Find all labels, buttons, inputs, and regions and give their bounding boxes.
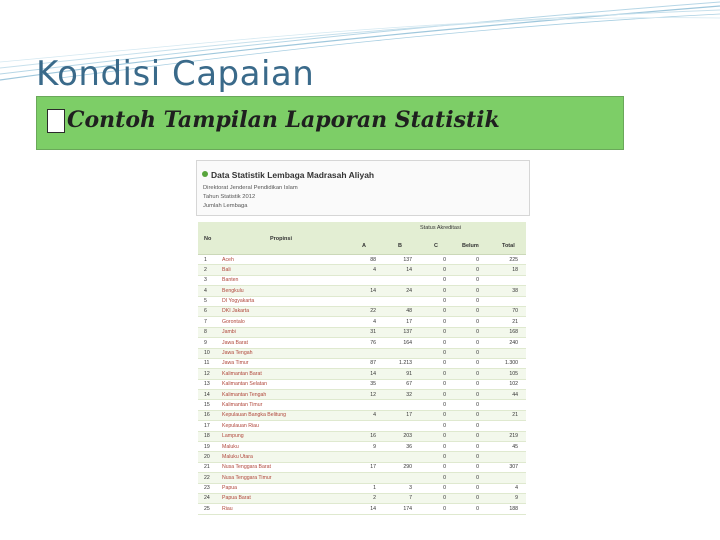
table-cell-a: 31 bbox=[370, 329, 376, 336]
table-cell-no: 8 bbox=[204, 329, 207, 336]
table-cell-belum: 0 bbox=[476, 329, 479, 336]
table-cell-province[interactable]: Lampung bbox=[222, 433, 244, 440]
table-row bbox=[198, 421, 526, 431]
table-cell-no: 1 bbox=[204, 256, 207, 263]
table-cell-belum: 0 bbox=[476, 381, 479, 388]
table-cell-c: 0 bbox=[443, 266, 446, 273]
table-cell-b: 137 bbox=[403, 329, 412, 336]
table-cell-no: 5 bbox=[204, 298, 207, 305]
table-row bbox=[198, 473, 526, 483]
table-cell-total: 45 bbox=[512, 443, 518, 450]
table-cell-belum: 0 bbox=[476, 318, 479, 325]
table-cell-belum: 0 bbox=[476, 453, 479, 460]
table-cell-c: 0 bbox=[443, 308, 446, 315]
table-cell-b: 137 bbox=[403, 256, 412, 263]
info-icon bbox=[202, 171, 208, 177]
table-cell-a: 1 bbox=[373, 485, 376, 492]
table-cell-c: 0 bbox=[443, 474, 446, 481]
table-cell-a: 4 bbox=[373, 318, 376, 325]
table-cell-b: 24 bbox=[406, 287, 412, 294]
report-heading: Data Statistik Lembaga Madrasah Aliyah bbox=[211, 170, 375, 180]
table-row bbox=[198, 504, 526, 514]
table-cell-total: 219 bbox=[509, 433, 518, 440]
table-cell-province[interactable]: Kalimantan Barat bbox=[222, 370, 262, 377]
table-cell-a: 17 bbox=[370, 464, 376, 471]
table-cell-province[interactable]: Bengkulu bbox=[222, 287, 244, 294]
column-header-province: Propinsi bbox=[270, 236, 293, 242]
table-cell-total: 102 bbox=[509, 381, 518, 388]
table-cell-b: 36 bbox=[406, 443, 412, 450]
table-cell-no: 6 bbox=[204, 308, 207, 315]
table-cell-a: 35 bbox=[370, 381, 376, 388]
table-cell-belum: 0 bbox=[476, 464, 479, 471]
table-cell-province[interactable]: Papua Barat bbox=[222, 495, 251, 502]
table-cell-no: 14 bbox=[204, 391, 210, 398]
table-cell-c: 0 bbox=[443, 401, 446, 408]
table-cell-no: 15 bbox=[204, 401, 210, 408]
table-cell-a: 14 bbox=[370, 287, 376, 294]
table-cell-a: 22 bbox=[370, 308, 376, 315]
report-header bbox=[196, 160, 530, 216]
table-cell-province[interactable]: Aceh bbox=[222, 256, 234, 263]
table-row bbox=[198, 463, 526, 473]
column-header-total: Total bbox=[502, 243, 515, 249]
table-cell-no: 2 bbox=[204, 266, 207, 273]
table-cell-b: 1.213 bbox=[399, 360, 412, 367]
table-row bbox=[198, 297, 526, 307]
table-cell-total: 188 bbox=[509, 505, 518, 512]
table-cell-b: 17 bbox=[406, 318, 412, 325]
table-cell-belum: 0 bbox=[476, 360, 479, 367]
statistics-table bbox=[198, 222, 526, 515]
table-cell-province[interactable]: Kepulauan Riau bbox=[222, 422, 259, 429]
column-header-no: No bbox=[204, 236, 212, 242]
table-row bbox=[198, 442, 526, 452]
table-cell-belum: 0 bbox=[476, 370, 479, 377]
table-cell-province[interactable]: Jawa Timur bbox=[222, 360, 249, 367]
table-cell-no: 20 bbox=[204, 453, 210, 460]
table-cell-b: 14 bbox=[406, 266, 412, 273]
table-cell-b: 67 bbox=[406, 381, 412, 388]
table-cell-no: 9 bbox=[204, 339, 207, 346]
table-cell-b: 32 bbox=[406, 391, 412, 398]
table-cell-a: 87 bbox=[370, 360, 376, 367]
table-cell-no: 17 bbox=[204, 422, 210, 429]
table-cell-a: 14 bbox=[370, 505, 376, 512]
table-cell-a: 4 bbox=[373, 412, 376, 419]
column-header-c: C bbox=[434, 243, 438, 249]
table-cell-province[interactable]: DKI Jakarta bbox=[222, 308, 250, 315]
table-cell-no: 4 bbox=[204, 287, 207, 294]
table-cell-total: 168 bbox=[509, 329, 518, 336]
table-cell-province[interactable]: Maluku bbox=[222, 443, 239, 450]
table-cell-a: 12 bbox=[370, 391, 376, 398]
table-cell-b: 17 bbox=[406, 412, 412, 419]
table-cell-a: 2 bbox=[373, 495, 376, 502]
table-header bbox=[198, 222, 526, 255]
table-cell-province[interactable]: Riau bbox=[222, 505, 233, 512]
table-cell-a: 76 bbox=[370, 339, 376, 346]
column-header-belum: Belum bbox=[462, 243, 479, 249]
table-body bbox=[198, 255, 526, 515]
table-cell-total: 18 bbox=[512, 266, 518, 273]
table-cell-total: 1.300 bbox=[505, 360, 518, 367]
table-cell-a: 9 bbox=[373, 443, 376, 450]
table-cell-belum: 0 bbox=[476, 422, 479, 429]
group-header: Status Akreditasi bbox=[420, 225, 461, 231]
table-cell-no: 11 bbox=[204, 360, 210, 367]
table-cell-c: 0 bbox=[443, 505, 446, 512]
table-row bbox=[198, 307, 526, 317]
table-cell-c: 0 bbox=[443, 350, 446, 357]
table-cell-no: 21 bbox=[204, 464, 210, 471]
table-cell-belum: 0 bbox=[476, 266, 479, 273]
report-screenshot bbox=[196, 160, 530, 518]
table-cell-belum: 0 bbox=[476, 401, 479, 408]
table-cell-total: 38 bbox=[512, 287, 518, 294]
table-row bbox=[198, 255, 526, 265]
table-cell-no: 24 bbox=[204, 495, 210, 502]
table-cell-b: 3 bbox=[409, 485, 412, 492]
table-cell-c: 0 bbox=[443, 381, 446, 388]
table-row bbox=[198, 494, 526, 504]
table-cell-belum: 0 bbox=[476, 339, 479, 346]
table-cell-c: 0 bbox=[443, 360, 446, 367]
table-cell-no: 19 bbox=[204, 443, 210, 450]
table-row bbox=[198, 484, 526, 494]
report-meta-line: Direktorat Jenderal Pendidikan Islam bbox=[203, 185, 298, 191]
table-cell-province[interactable]: Kalimantan Tengah bbox=[222, 391, 267, 398]
table-cell-c: 0 bbox=[443, 422, 446, 429]
table-row bbox=[198, 286, 526, 296]
table-cell-no: 3 bbox=[204, 277, 207, 284]
table-cell-c: 0 bbox=[443, 453, 446, 460]
table-row bbox=[198, 276, 526, 286]
table-cell-no: 16 bbox=[204, 412, 210, 419]
table-cell-province[interactable]: DI Yogyakarta bbox=[222, 298, 255, 305]
table-cell-c: 0 bbox=[443, 495, 446, 502]
table-cell-belum: 0 bbox=[476, 287, 479, 294]
table-cell-belum: 0 bbox=[476, 308, 479, 315]
table-row bbox=[198, 432, 526, 442]
bullet-icon bbox=[47, 109, 65, 133]
table-cell-c: 0 bbox=[443, 256, 446, 263]
table-cell-total: 105 bbox=[509, 370, 518, 377]
table-cell-b: 48 bbox=[406, 308, 412, 315]
table-cell-total: 240 bbox=[509, 339, 518, 346]
table-cell-province[interactable]: Banten bbox=[222, 277, 239, 284]
table-cell-c: 0 bbox=[443, 485, 446, 492]
table-cell-province[interactable]: Maluku Utara bbox=[222, 453, 253, 460]
table-cell-province[interactable]: Gorontalo bbox=[222, 318, 245, 325]
table-cell-c: 0 bbox=[443, 339, 446, 346]
table-cell-belum: 0 bbox=[476, 433, 479, 440]
table-cell-b: 290 bbox=[403, 464, 412, 471]
table-cell-province[interactable]: Jawa Barat bbox=[222, 339, 248, 346]
table-cell-no: 25 bbox=[204, 505, 210, 512]
slide-title: Kondisi Capaian bbox=[36, 54, 315, 94]
table-row bbox=[198, 265, 526, 275]
table-cell-c: 0 bbox=[443, 329, 446, 336]
table-cell-a: 16 bbox=[370, 433, 376, 440]
table-cell-c: 0 bbox=[443, 370, 446, 377]
column-header-b: B bbox=[398, 243, 402, 249]
table-cell-c: 0 bbox=[443, 391, 446, 398]
table-row bbox=[198, 411, 526, 421]
column-header-a: A bbox=[362, 243, 366, 249]
table-cell-belum: 0 bbox=[476, 412, 479, 419]
table-cell-c: 0 bbox=[443, 318, 446, 325]
table-cell-no: 10 bbox=[204, 350, 210, 357]
table-cell-province[interactable]: Papua bbox=[222, 485, 238, 492]
table-cell-c: 0 bbox=[443, 298, 446, 305]
table-cell-belum: 0 bbox=[476, 485, 479, 492]
table-cell-a: 4 bbox=[373, 266, 376, 273]
table-cell-c: 0 bbox=[443, 287, 446, 294]
table-cell-c: 0 bbox=[443, 412, 446, 419]
table-row bbox=[198, 400, 526, 410]
table-cell-no: 7 bbox=[204, 318, 207, 325]
table-cell-province[interactable]: Nusa Tenggara Timur bbox=[222, 474, 272, 481]
table-row bbox=[198, 349, 526, 359]
table-row bbox=[198, 359, 526, 369]
table-cell-province[interactable]: Nusa Tenggara Barat bbox=[222, 464, 271, 471]
banner bbox=[36, 96, 624, 150]
table-cell-province[interactable]: Jawa Tengah bbox=[222, 350, 253, 357]
table-cell-belum: 0 bbox=[476, 474, 479, 481]
table-row bbox=[198, 380, 526, 390]
table-cell-b: 7 bbox=[409, 495, 412, 502]
table-cell-total: 21 bbox=[512, 318, 518, 325]
table-cell-a: 88 bbox=[370, 256, 376, 263]
table-cell-c: 0 bbox=[443, 277, 446, 284]
table-cell-province[interactable]: Kalimantan Selatan bbox=[222, 381, 267, 388]
table-cell-province[interactable]: Kalimantan Timur bbox=[222, 401, 263, 408]
table-cell-belum: 0 bbox=[476, 256, 479, 263]
table-cell-b: 164 bbox=[403, 339, 412, 346]
table-cell-belum: 0 bbox=[476, 505, 479, 512]
table-cell-b: 174 bbox=[403, 505, 412, 512]
table-cell-total: 4 bbox=[515, 485, 518, 492]
report-meta-line: Jumlah Lembaga bbox=[203, 203, 248, 209]
table-cell-total: 44 bbox=[512, 391, 518, 398]
table-row bbox=[198, 369, 526, 379]
table-row bbox=[198, 317, 526, 327]
table-row bbox=[198, 390, 526, 400]
table-cell-b: 91 bbox=[406, 370, 412, 377]
table-cell-b: 203 bbox=[403, 433, 412, 440]
table-cell-c: 0 bbox=[443, 464, 446, 471]
report-meta-line: Tahun Statistik 2012 bbox=[203, 194, 256, 200]
table-cell-c: 0 bbox=[443, 433, 446, 440]
table-cell-c: 0 bbox=[443, 443, 446, 450]
table-cell-total: 21 bbox=[512, 412, 518, 419]
table-row bbox=[198, 338, 526, 348]
table-cell-no: 13 bbox=[204, 381, 210, 388]
table-cell-belum: 0 bbox=[476, 298, 479, 305]
table-cell-belum: 0 bbox=[476, 277, 479, 284]
table-cell-province[interactable]: Jambi bbox=[222, 329, 236, 336]
table-cell-total: 70 bbox=[512, 308, 518, 315]
table-cell-province[interactable]: Bali bbox=[222, 266, 231, 273]
table-cell-belum: 0 bbox=[476, 495, 479, 502]
banner-text: Contoh Tampilan Laporan Statistik bbox=[67, 107, 500, 133]
table-cell-belum: 0 bbox=[476, 350, 479, 357]
table-cell-total: 225 bbox=[509, 256, 518, 263]
table-cell-belum: 0 bbox=[476, 391, 479, 398]
table-cell-total: 9 bbox=[515, 495, 518, 502]
table-cell-no: 18 bbox=[204, 433, 210, 440]
table-cell-a: 14 bbox=[370, 370, 376, 377]
table-cell-no: 22 bbox=[204, 474, 210, 481]
table-cell-no: 12 bbox=[204, 370, 210, 377]
table-cell-province[interactable]: Kepulauan Bangka Belitung bbox=[222, 412, 287, 419]
table-row bbox=[198, 452, 526, 462]
table-cell-no: 23 bbox=[204, 485, 210, 492]
table-row bbox=[198, 328, 526, 338]
table-cell-belum: 0 bbox=[476, 443, 479, 450]
table-cell-total: 307 bbox=[509, 464, 518, 471]
